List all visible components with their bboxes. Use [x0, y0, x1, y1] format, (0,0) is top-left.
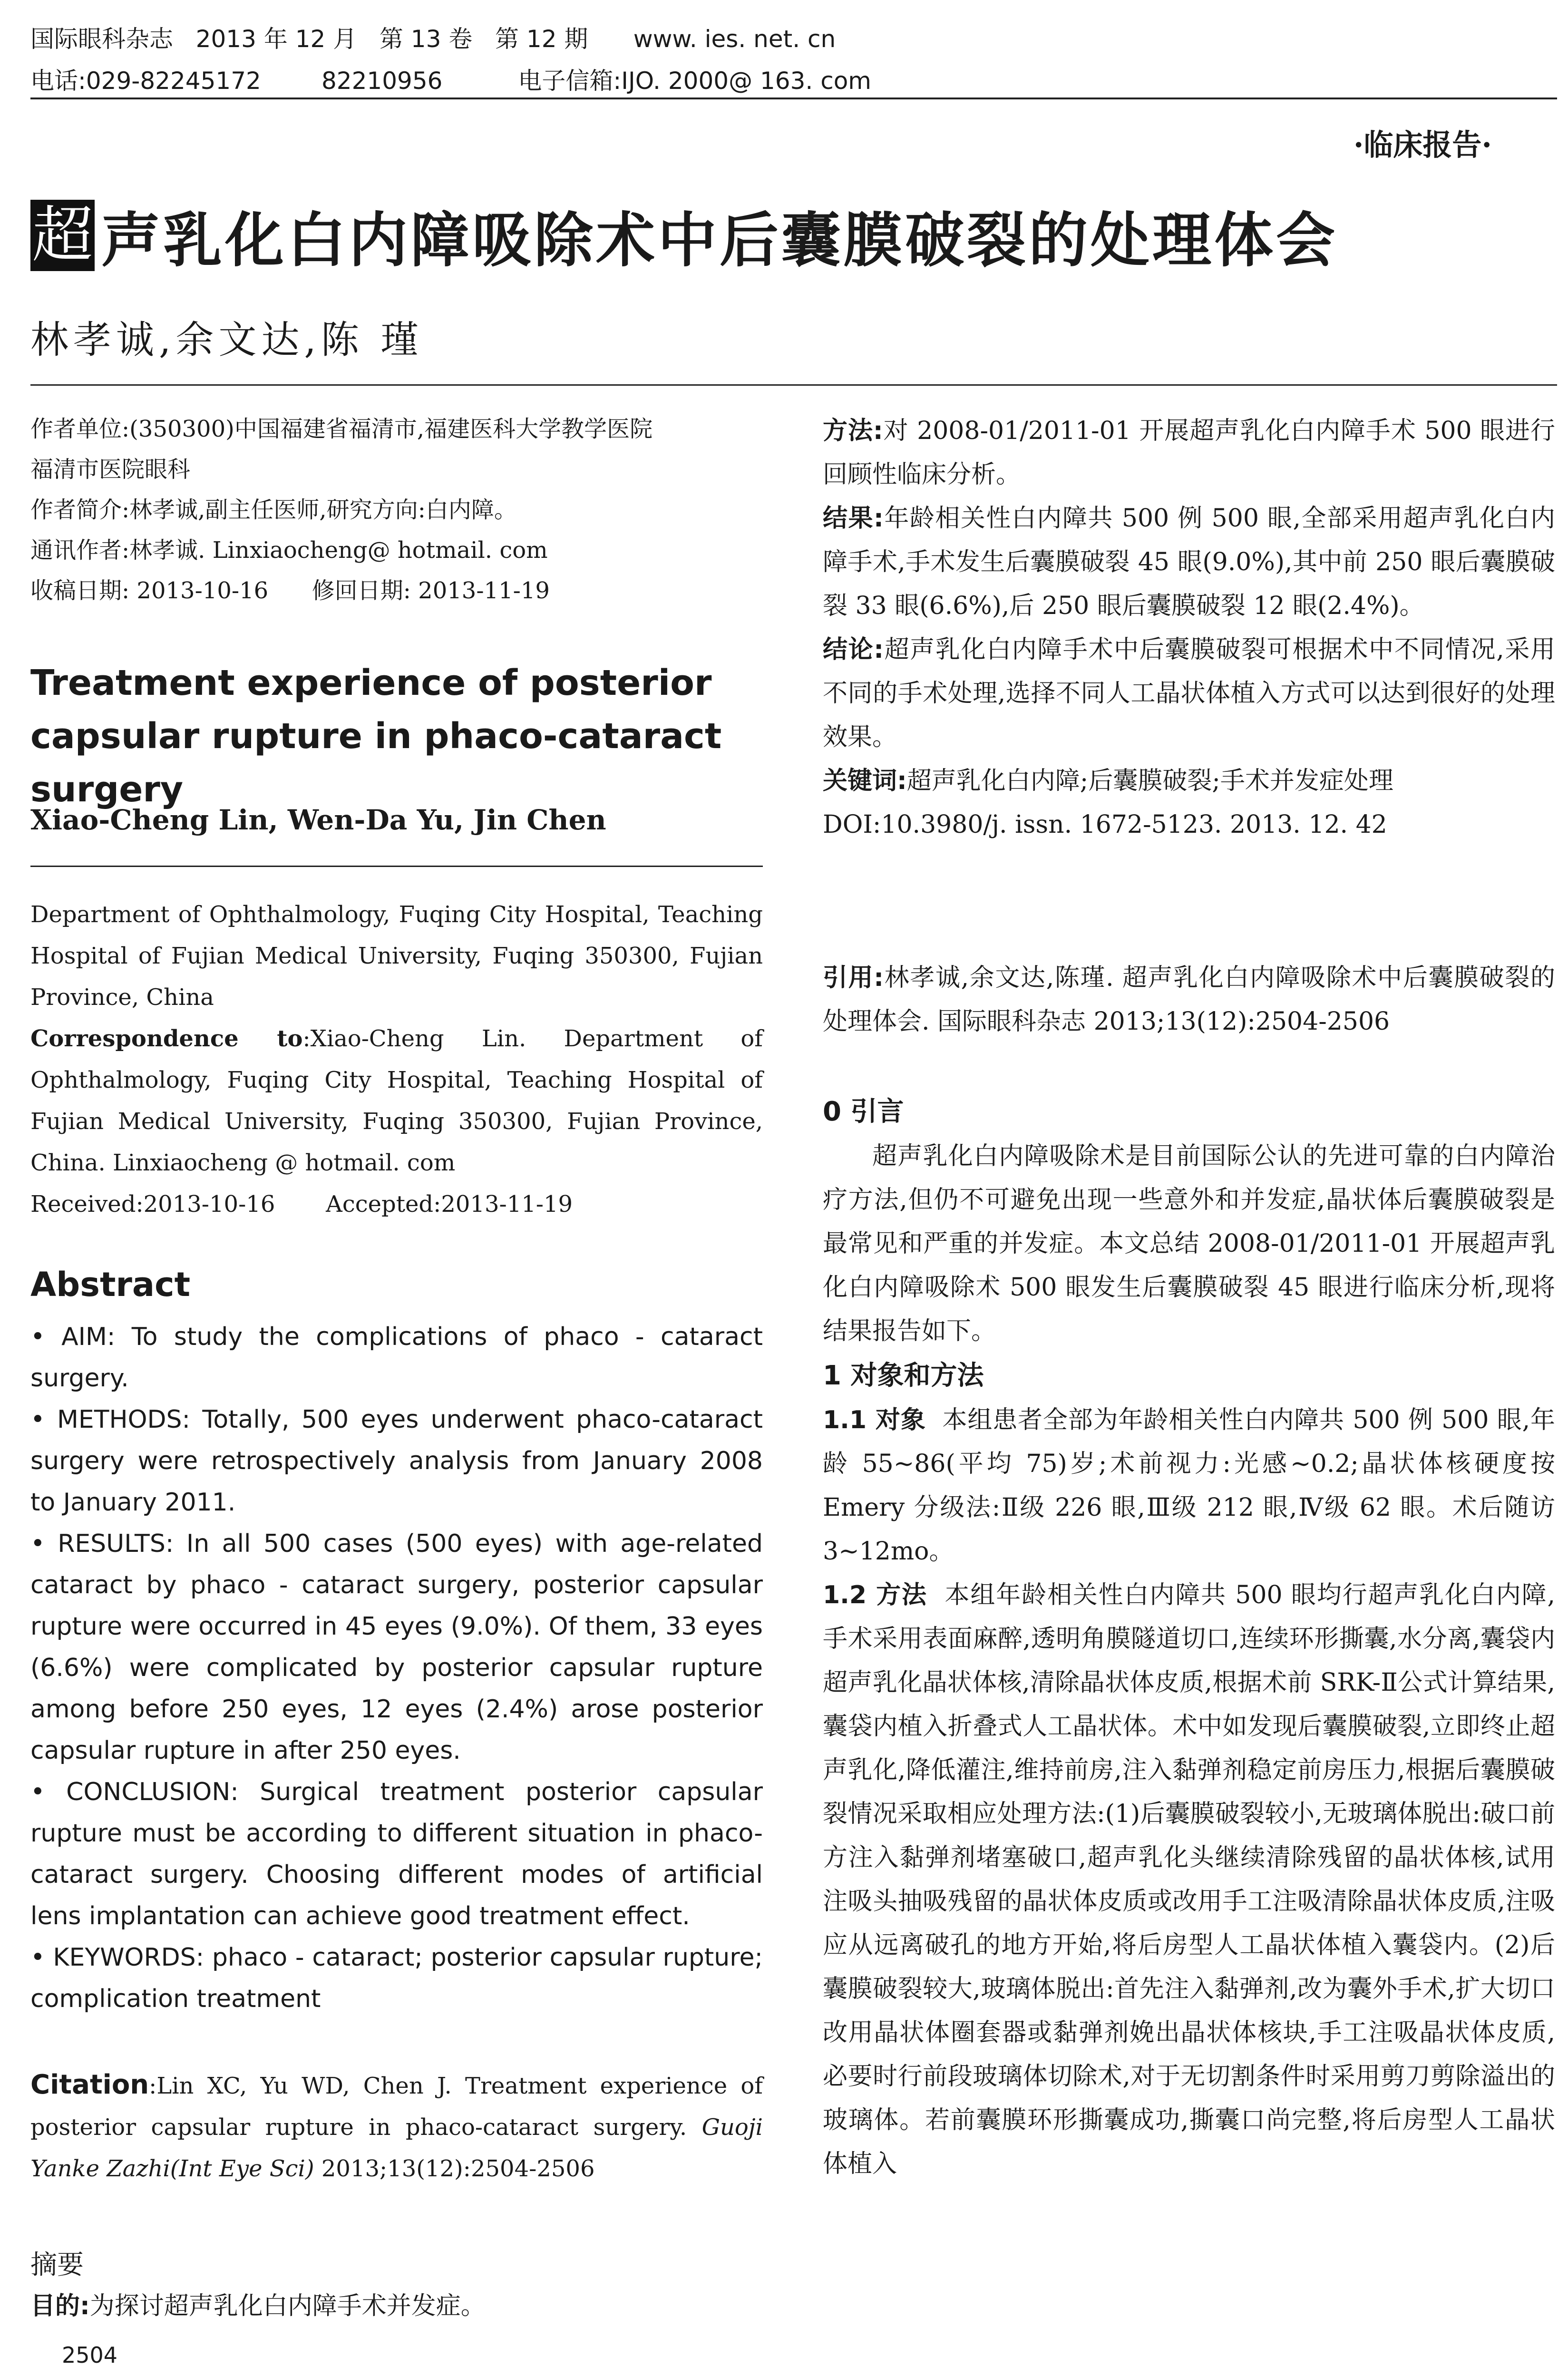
chinese-abstract: [823, 409, 1555, 847]
fangfa-text: 对 2008-01/2011-01 开展超声乳化白内障手术 500 眼进行回顾性临床分析。: [823, 417, 1555, 489]
affiliation-line: 福清市医院眼科: [30, 456, 191, 483]
citation-tail: 2013;13(12):2504-2506: [321, 2155, 595, 2182]
journal-header-line2: 电话:029-82245172 82210956 电子信箱:IJO. 2000@ 163. com: [30, 67, 871, 95]
subsection-1-2-text: 本组年龄相关性白内障共 500 眼均行超声乳化白内障,手术采用表面麻醉,透明角膜隧道切口,连续环形撕囊,水分离,囊袋内超声乳化晶状体核,清除晶状体皮质,根据术前 SRK-Ⅱ公式计算结果,囊袋内植入折叠式人工晶状体。术中如发现后囊膜破裂,立即终止超声乳化,降低灌注,维持前房,注入黏弹剂稳定前房压力,根据后囊膜破裂情况采取相应处理方法:(1)后囊膜破裂较小,无玻璃体脱出:破口前方注入黏弹剂堵塞破口,超声乳化头继续清除残留的晶状体核,试用注吸头抽吸残留的晶状体皮质或改用手工注吸清除晶状体皮质,注吸应从远离破孔的地方开始,将后房型人工晶状体植入囊袋内。(2)后囊膜破裂较大,玻璃体脱出:首先注入黏弹剂,改为囊外手术,扩大切口改用晶状体圈套器或黏弹剂娩出晶状体核块,手工注吸晶状体皮质,必要时行前段玻璃体切除术,对于无切割条件时采用剪刀剪除溢出的玻璃体。若前囊膜环形撕囊成功,撕囊口尚完整,将后房型人工晶状体植入: [823, 1581, 1555, 2178]
correspondence-text: :Xiao-Cheng Lin. Department of Ophthalmology, Fuqing City Hospital, Teaching Hospital of Fujian Medical University, Fuqing 350300, Fujian Province, China. Linxiaocheng @ hotmail. com: [30, 1025, 763, 1176]
mudi-label: 目的:: [30, 2292, 90, 2320]
jieguo-text: 年龄相关性白内障共 500 例 500 眼,全部采用超声乳化白内障手术,手术发生后囊膜破裂 45 眼(9.0%),其中前 250 眼后囊膜破裂 33 眼(6.6%),后 250 眼后囊膜破裂 12 眼(2.4%)。: [823, 504, 1556, 620]
title-rule: [30, 384, 1557, 386]
yinyong-text: 林孝诚,余文达,陈瑾. 超声乳化白内障吸除术中后囊膜破裂的处理体会. 国际眼科杂志 2013;13(12):2504-2506: [823, 964, 1556, 1036]
citation-label: Citation: [30, 2069, 149, 2100]
received-dates: 收稿日期: 2013-10-16 修回日期: 2013-11-19: [30, 577, 550, 604]
abstract-aim: • AIM: To study the complications of phaco - cataract surgery.: [30, 1323, 763, 1393]
subsection-1-1-text: 本组患者全部为年龄相关性白内障共 500 例 500 眼,年龄 55~86(平均 75)岁;术前视力:光感~0.2;晶状体核硬度按 Emery 分级法:Ⅱ级 226 眼,Ⅲ级 212 眼,Ⅳ级 62 眼。术后随访 3~12mo。: [823, 1406, 1555, 1566]
chinese-citation: [823, 956, 1555, 1043]
yinyong-label: 引用:: [823, 964, 884, 992]
journal-header-line1: 国际眼科杂志 2013 年 12 月 第 13 卷 第 12 期 www. ies. net. cn: [30, 25, 836, 53]
article-title: [30, 190, 1338, 281]
department-text: Department of Ophthalmology, Fuqing City Hospital, Teaching Hospital of Fujian Medical University, Fuqing 350300, Fujian Province, China: [30, 901, 763, 1011]
abstract-heading: Abstract: [30, 1265, 191, 1304]
affiliation-block: [30, 409, 763, 611]
affiliation-line: 作者单位:(350300)中国福建省福清市,福建医科大学教学医院: [30, 416, 653, 442]
section-0-paragraph: 超声乳化白内障吸除术是目前国际公认的先进可靠的白内障治疗方法,但仍不可避免出现一些意外和并发症,晶状体后囊膜破裂是最常见和严重的并发症。本文总结 2008-01/2011-01 开展超声乳化白内障吸除术 500 眼发生后囊膜破裂 45 眼进行临床分析,现将结果报告如下。: [823, 1142, 1555, 1345]
correspondence-label: Correspondence to: [30, 1025, 303, 1052]
section-label: ·临床报告·: [1353, 127, 1492, 162]
doi: DOI:10.3980/j. issn. 1672-5123. 2013. 12. 42: [823, 810, 1387, 839]
title-text: 声乳化白内障吸除术中后囊膜破裂的处理体会: [101, 206, 1338, 275]
abstract-keywords: • KEYWORDS: phaco - cataract; posterior capsular rupture; complication treatment: [30, 1943, 763, 2013]
body-text: [823, 1089, 1555, 2186]
subsection-1-1-label: 1.1 对象: [823, 1406, 926, 1434]
english-abstract: [30, 1265, 763, 2020]
abstract-conclusion: • CONCLUSION: Surgical treatment posterior capsular rupture must be according to different situation in phaco-cataract surgery. Choosing different modes of artificial lens implantation can achieve good treatment effect.: [30, 1778, 763, 1930]
keywords-label: 关键词:: [823, 767, 907, 795]
english-title: Treatment experience of posterior capsular rupture in phaco-cataract surgery: [30, 662, 722, 810]
section-0-heading: 0 引言: [823, 1096, 904, 1127]
fangfa-label: 方法:: [823, 417, 883, 445]
chinese-abstract-start: [30, 2245, 763, 2327]
page-number: 2504: [62, 2342, 118, 2368]
title-first-char: 超: [30, 200, 95, 271]
jielun-label: 结论:: [823, 635, 884, 664]
citation-journal: Guoji Yanke Zazhi(Int Eye Sci): [30, 2114, 763, 2182]
keywords-text: 超声乳化白内障;后囊膜破裂;手术并发症处理: [906, 767, 1393, 795]
mudi-text: 为探讨超声乳化白内障手术并发症。: [89, 2292, 486, 2320]
zhaiyao-heading: 摘要: [30, 2250, 84, 2280]
abstract-results: • RESULTS: In all 500 cases (500 eyes) with age-related cataract by phaco - cataract surgery, posterior capsular rupture were occurred in 45 eyes (9.0%). Of them, 33 eyes (6.6%) were complicated by posterior capsular rupture among before 250 eyes, 12 eyes (2.4%) arose posterior capsular rupture in after 250 eyes.: [30, 1529, 763, 1765]
english-authors: Xiao-Cheng Lin, Wen-Da Yu, Jin Chen: [30, 804, 606, 836]
department-block: [30, 894, 763, 1225]
citation-block: [30, 2064, 763, 2190]
section-1-heading: 1 对象和方法: [823, 1360, 984, 1391]
corresponding-author: 通讯作者:林孝诚. Linxiaocheng@ hotmail. com: [30, 537, 548, 564]
received-accepted: Received:2013-10-16 Accepted:2013-11-19: [30, 1191, 573, 1218]
header-rule: [30, 97, 1557, 99]
author-intro: 作者简介:林孝诚,副主任医师,研究方向:白内障。: [30, 497, 517, 523]
subsection-1-2-label: 1.2 方法: [823, 1581, 927, 1609]
jielun-text: 超声乳化白内障手术中后囊膜破裂可根据术中不同情况,采用不同的手术处理,选择不同人工晶状体植入方式可以达到很好的处理效果。: [823, 635, 1555, 751]
authors-chinese: 林孝诚,余文达,陈 瑾: [30, 318, 424, 362]
abstract-methods: • METHODS: Totally, 500 eyes underwent phaco-cataract surgery were retrospectively analysis from January 2008 to January 2011.: [30, 1405, 763, 1517]
english-authors-rule: [30, 866, 763, 867]
citation-text: :Lin XC, Yu WD, Chen J. Treatment experience of posterior capsular rupture in phaco-cataract surgery.: [30, 2073, 763, 2141]
jieguo-label: 结果:: [823, 504, 884, 533]
